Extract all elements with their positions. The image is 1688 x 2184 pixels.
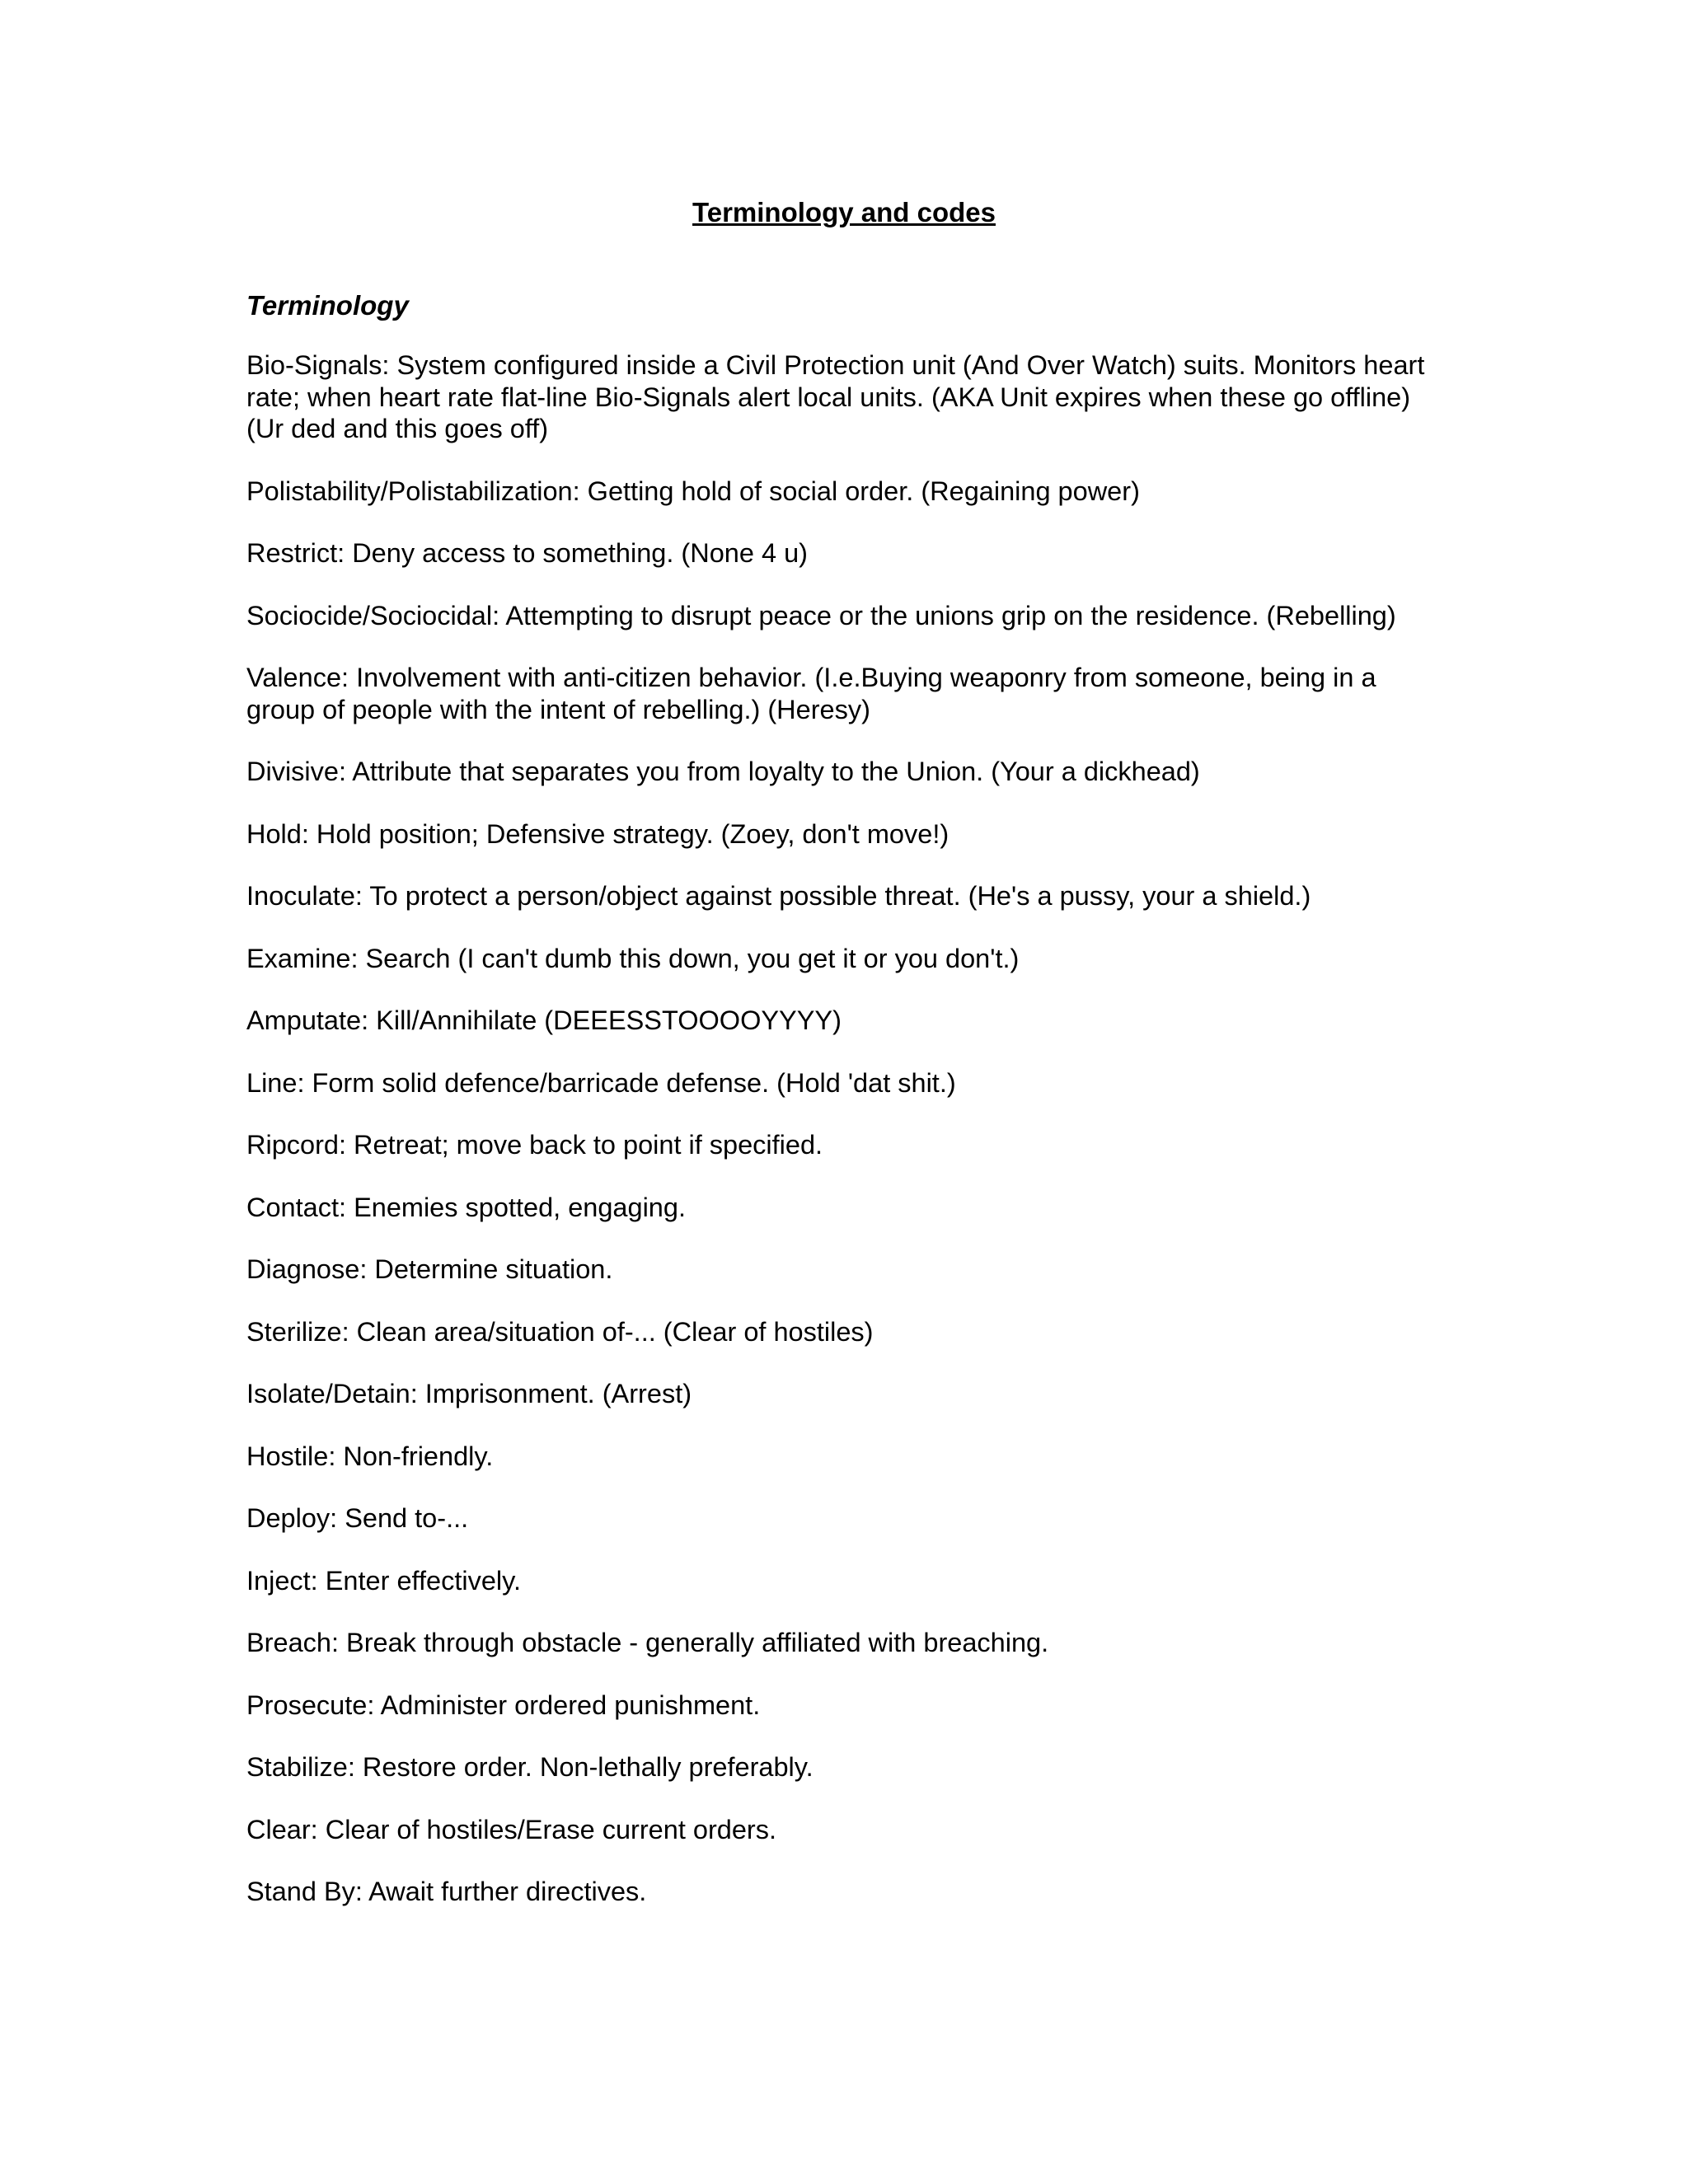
term-inject: Inject: Enter effectively. (246, 1565, 521, 1596)
document-body (246, 287, 1442, 1938)
term-hold: Hold: Hold position; Defensive strategy. (Zoey, don't move!) (246, 818, 950, 849)
term-polistability: Polistability/Polistabilization: Getting hold of social order. (Regaining power) (246, 476, 1140, 506)
term-prosecute: Prosecute: Administer ordered punishment. (246, 1690, 761, 1720)
document-title: Terminology and codes (692, 197, 996, 227)
section-heading: Terminology (246, 290, 409, 321)
term-line: Line: Form solid defence/barricade defense. (Hold 'dat shit.) (246, 1067, 956, 1098)
term-stand-by: Stand By: Await further directives. (246, 1877, 647, 1906)
term-breach: Breach: Break through obstacle - generally affiliated with breaching. (246, 1628, 1049, 1657)
term-clear: Clear: Clear of hostiles/Erase current orders. (246, 1814, 777, 1844)
term-list (246, 349, 1442, 1908)
term-hostile: Hostile: Non-friendly. (246, 1441, 494, 1471)
term-divisive: Divisive: Attribute that separates you from loyalty to the Union. (Your a dickhead) (246, 757, 1200, 786)
term-sociocide: Sociocide/Sociocidal: Attempting to disrupt peace or the unions grip on the residence. (Rebelling) (246, 600, 1396, 630)
term-inoculate: Inoculate: To protect a person/object against possible threat. (He's a pussy, your a shield.) (246, 881, 1311, 911)
term-bio-signals: Bio-Signals: System configured inside a Civil Protection unit (And Over Watch) suits. Monitors heart rate; when heart rate flat-line Bio-Signals alert local units. (AKA Unit expires when these go offline) (Ur ded and this goes off) (246, 350, 1425, 443)
term-stabilize: Stabilize: Restore order. Non-lethally preferably. (246, 1752, 814, 1782)
term-ripcord: Ripcord: Retreat; move back to point if specified. (246, 1130, 823, 1160)
term-examine: Examine: Search (I can't dumb this down, you get it or you don't.) (246, 943, 1020, 973)
term-amputate: Amputate: Kill/Annihilate (DEEESSTOOOOYYYY) (246, 1005, 842, 1035)
term-valence: Valence: Involvement with anti-citizen behavior. (I.e.Buying weaponry from someone, being in a group of people with the intent of rebelling.) (Heresy) (246, 663, 1376, 724)
term-deploy: Deploy: Send to-... (246, 1503, 469, 1533)
term-diagnose: Diagnose: Determine situation. (246, 1254, 613, 1284)
term-restrict: Restrict: Deny access to something. (None 4 u) (246, 538, 808, 568)
term-sterilize: Sterilize: Clean area/situation of-... (Clear of hostiles) (246, 1316, 874, 1347)
term-contact: Contact: Enemies spotted, engaging. (246, 1192, 686, 1222)
term-isolate-detain: Isolate/Detain: Imprisonment. (Arrest) (246, 1379, 692, 1408)
